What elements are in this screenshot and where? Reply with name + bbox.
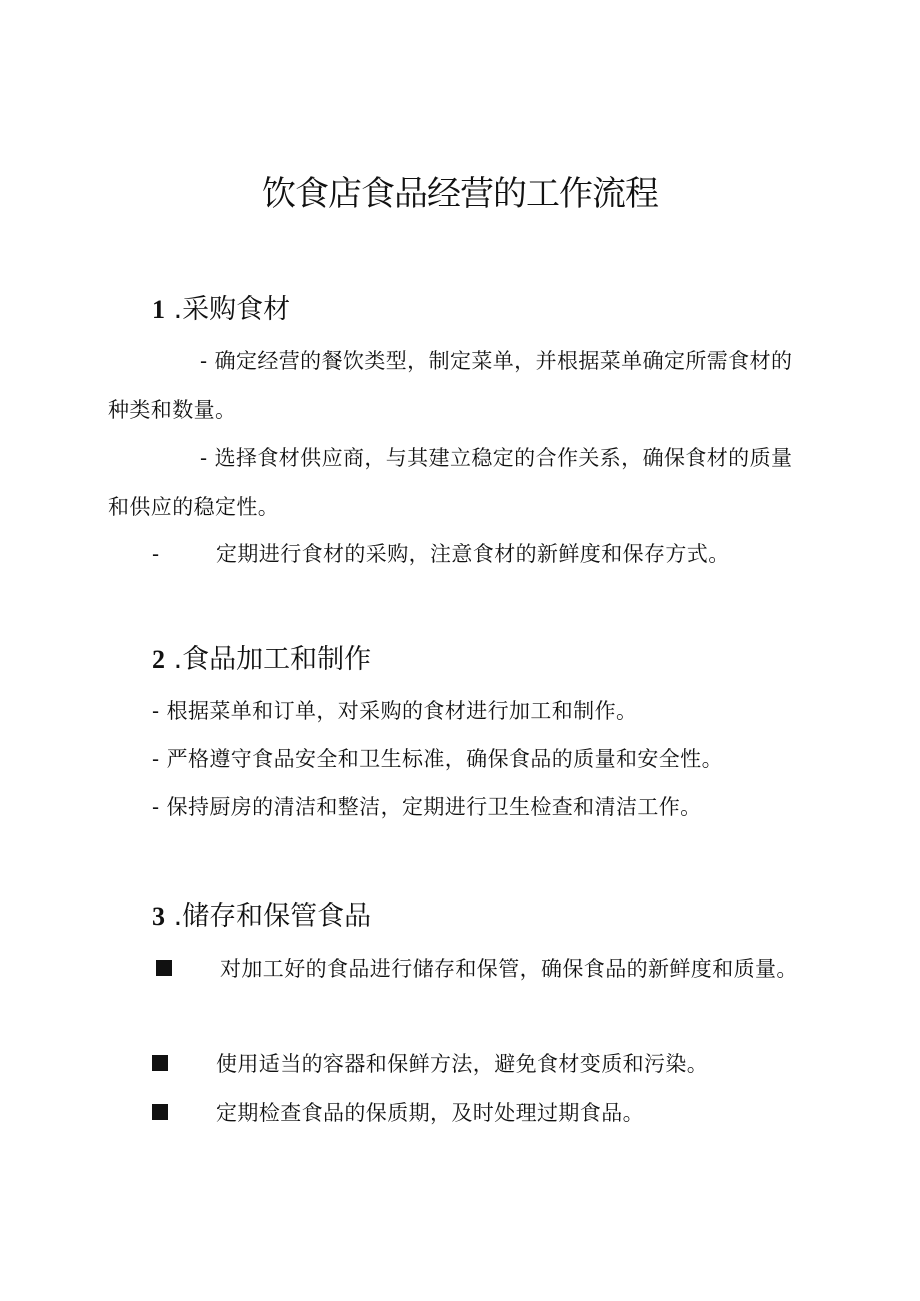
list-item bbox=[152, 790, 702, 824]
section-heading-1 bbox=[152, 290, 290, 330]
square-bullet-icon bbox=[152, 1055, 168, 1071]
dash-marker: - bbox=[152, 699, 160, 723]
section-title: .食品加工和制作 bbox=[173, 644, 372, 675]
section-title: .储存和保管食品 bbox=[173, 901, 372, 932]
square-bullet-icon bbox=[156, 960, 172, 976]
list-item bbox=[152, 537, 730, 571]
dash-marker: - bbox=[200, 446, 208, 470]
section-heading-2 bbox=[152, 640, 371, 680]
list-item-text: 确定经营的餐饮类型，制定菜单，并根据菜单确定所需食材的种类和数量。 bbox=[108, 349, 793, 422]
section-title: .采购食材 bbox=[173, 294, 291, 325]
list-item-text: 定期检查食品的保质期，及时处理过期食品。 bbox=[216, 1101, 644, 1125]
list-item-text: 保持厨房的清洁和整洁，定期进行卫生检查和清洁工作。 bbox=[166, 795, 702, 819]
list-item-text: 严格遵守食品安全和卫生标准，确保食品的质量和安全性。 bbox=[166, 747, 723, 771]
list-item bbox=[152, 694, 637, 728]
list-item-text: 对加工好的食品进行储存和保管，确保食品的新鲜度和质量。 bbox=[220, 957, 798, 981]
document-title: 饮食店食品经营的工作流程 bbox=[262, 174, 658, 214]
list-item bbox=[152, 1047, 708, 1081]
dash-marker: - bbox=[152, 795, 160, 819]
dash-marker: - bbox=[152, 542, 160, 566]
list-item bbox=[152, 1096, 644, 1130]
list-item bbox=[108, 337, 808, 435]
dash-marker: - bbox=[200, 349, 208, 373]
list-item-text: 使用适当的容器和保鲜方法，避免食材变质和污染。 bbox=[216, 1052, 709, 1076]
list-item bbox=[108, 945, 808, 993]
list-item bbox=[152, 742, 723, 776]
list-item bbox=[108, 434, 808, 532]
list-item-text: 选择食材供应商，与其建立稳定的合作关系，确保食材的质量和供应的稳定性。 bbox=[108, 446, 793, 519]
square-bullet-icon bbox=[152, 1104, 168, 1120]
dash-marker: - bbox=[152, 747, 160, 771]
section-number: 3 bbox=[152, 902, 165, 931]
list-item-text: 根据菜单和订单，对采购的食材进行加工和制作。 bbox=[166, 699, 638, 723]
list-item-text: 定期进行食材的采购，注意食材的新鲜度和保存方式。 bbox=[216, 542, 730, 566]
section-number: 2 bbox=[152, 645, 165, 674]
section-heading-3 bbox=[152, 897, 371, 937]
section-number: 1 bbox=[152, 295, 165, 324]
